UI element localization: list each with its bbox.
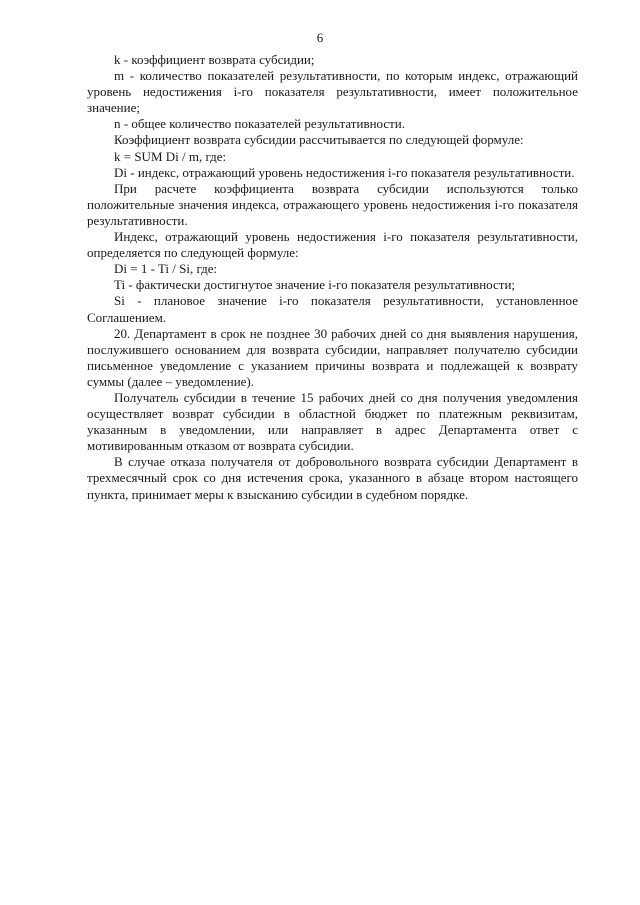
document-body	[87, 52, 578, 503]
paragraph: Di - индекс, отражающий уровень недостижения i-го показателя результативности.	[114, 164, 575, 180]
paragraph: Коэффициент возврата субсидии рассчитывается по следующей формуле:	[114, 132, 524, 148]
paragraph: Получатель субсидии в течение 15 рабочих дней со дня получения уведомления осуществляет возврат субсидии в областной бюджет по платежным реквизитам, указанным в уведомлении, или направляет в адрес Департамента ответ с мотивированным отказом от возврата субсидии.	[87, 389, 578, 454]
paragraph: В случае отказа получателя от добровольного возврата субсидии Департамент в трехмесячный срок со дня истечения срока, указанного в абзаце втором настоящего пункта, принимает меры к взысканию субсидии в судебном порядке.	[87, 454, 578, 502]
paragraph: Ti - фактически достигнутое значение i-го показателя результативности;	[114, 277, 516, 293]
paragraph: k = SUM Di / m, где:	[114, 148, 227, 164]
paragraph: Di = 1 - Ti / Si, где:	[114, 261, 218, 277]
paragraph: При расчете коэффициента возврата субсидии используются только положительные значения индекса, отражающего уровень недостижения i-го показателя результативности.	[87, 180, 578, 228]
page-number: 6	[316, 30, 324, 45]
paragraph: m - количество показателей результативности, по которым индекс, отражающий уровень недостижения i-го показателя результативности, имеет положительное значение;	[87, 68, 578, 116]
paragraph: k - коэффициент возврата субсидии;	[114, 52, 315, 67]
paragraph: 20. Департамент в срок не позднее 30 рабочих дней со дня выявления нарушения, послужившего основанием для возврата субсидии, направляет получателю субсидии письменное уведомление с указанием причины возврата и подлежащей к возврату суммы (далее – уведомление).	[87, 325, 578, 389]
paragraph: n - общее количество показателей результативности.	[114, 116, 406, 132]
paragraph: Si - плановое значение i-го показателя результативности, установленное Соглашением.	[87, 293, 578, 325]
paragraph: Индекс, отражающий уровень недостижения i-го показателя результативности, определяется по следующей формуле:	[87, 229, 578, 261]
